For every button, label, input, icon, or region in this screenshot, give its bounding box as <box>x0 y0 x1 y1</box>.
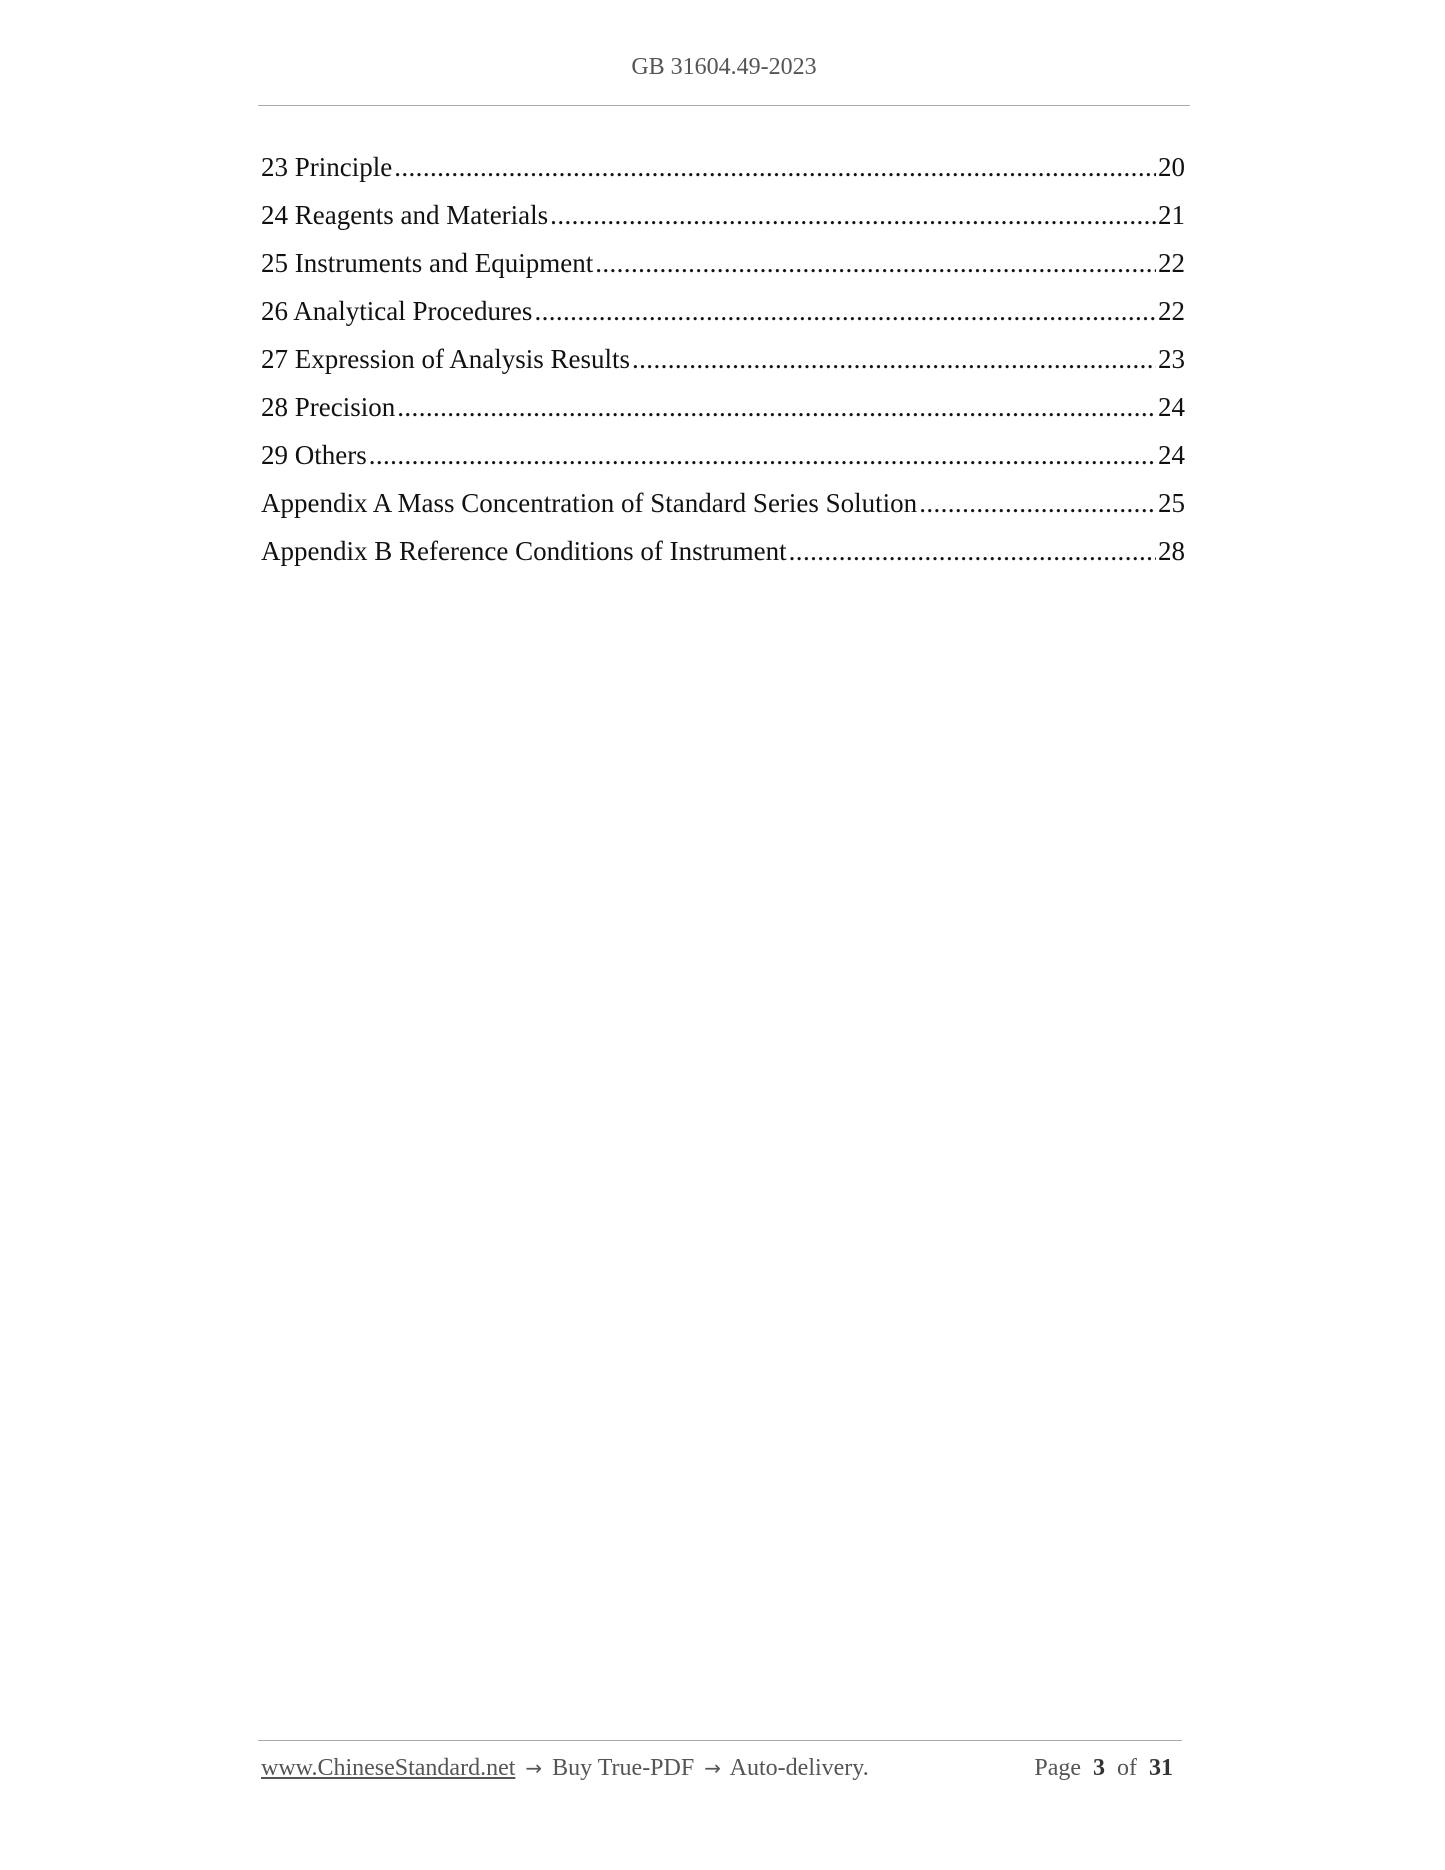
toc-entry-title: 26 Analytical Procedures <box>261 296 533 326</box>
page-number <box>1034 1755 1179 1782</box>
page-current: 3 <box>1093 1755 1105 1781</box>
page-total: 31 <box>1149 1755 1173 1781</box>
toc-entry[interactable] <box>261 239 1185 287</box>
footer-promo <box>261 1755 869 1782</box>
toc-entry[interactable] <box>261 335 1185 383</box>
header-divider <box>258 105 1190 106</box>
toc-entry[interactable] <box>261 479 1185 527</box>
toc-entry-title: 28 Precision <box>261 392 396 422</box>
of-label: of <box>1117 1755 1137 1781</box>
toc-entry[interactable] <box>261 527 1185 575</box>
toc-dot-leader <box>632 335 1156 383</box>
toc-entry-title: 24 Reagents and Materials <box>261 200 549 230</box>
toc-dot-leader <box>919 479 1156 527</box>
table-of-contents <box>261 143 1185 575</box>
toc-dot-leader <box>397 383 1156 431</box>
page-header-doc-id: GB 31604.49-2023 <box>631 54 817 80</box>
toc-entry-page: 22 <box>1158 248 1185 278</box>
footer-step-buy: Buy True-PDF <box>552 1755 695 1781</box>
toc-entry-title: Appendix A Mass Concentration of Standard Series Solution <box>261 488 918 518</box>
toc-entry-page: 21 <box>1158 200 1185 230</box>
toc-entry-page: 24 <box>1158 392 1185 422</box>
toc-entry[interactable] <box>261 431 1185 479</box>
toc-entry[interactable] <box>261 287 1185 335</box>
toc-entry-page: 20 <box>1158 152 1185 182</box>
toc-entry-page: 23 <box>1158 344 1185 374</box>
toc-entry-page: 24 <box>1158 440 1185 470</box>
toc-entry-page: 22 <box>1158 296 1185 326</box>
toc-dot-leader <box>534 287 1156 335</box>
right-arrow-icon: → <box>525 1756 543 1780</box>
footer-step-delivery: Auto-delivery. <box>729 1755 869 1781</box>
toc-entry[interactable] <box>261 191 1185 239</box>
website-link[interactable]: www.ChineseStandard.net <box>261 1755 516 1781</box>
toc-entry-title: Appendix B Reference Conditions of Instrument <box>261 536 787 566</box>
footer-divider <box>258 1740 1182 1741</box>
toc-dot-leader <box>550 191 1156 239</box>
toc-entry[interactable] <box>261 383 1185 431</box>
toc-entry[interactable] <box>261 143 1185 191</box>
toc-entry-title: 23 Principle <box>261 152 393 182</box>
toc-dot-leader <box>595 239 1156 287</box>
page-label: Page <box>1034 1755 1081 1781</box>
toc-dot-leader <box>394 143 1156 191</box>
toc-dot-leader <box>789 527 1156 575</box>
right-arrow-icon: → <box>704 1756 721 1780</box>
toc-entry-page: 25 <box>1158 488 1185 518</box>
page-footer <box>261 1755 1179 1791</box>
toc-entry-title: 27 Expression of Analysis Results <box>261 344 630 374</box>
toc-dot-leader <box>369 431 1156 479</box>
toc-entry-page: 28 <box>1158 536 1185 566</box>
toc-entry-title: 29 Others <box>261 440 367 470</box>
toc-entry-title: 25 Instruments and Equipment <box>261 248 594 278</box>
